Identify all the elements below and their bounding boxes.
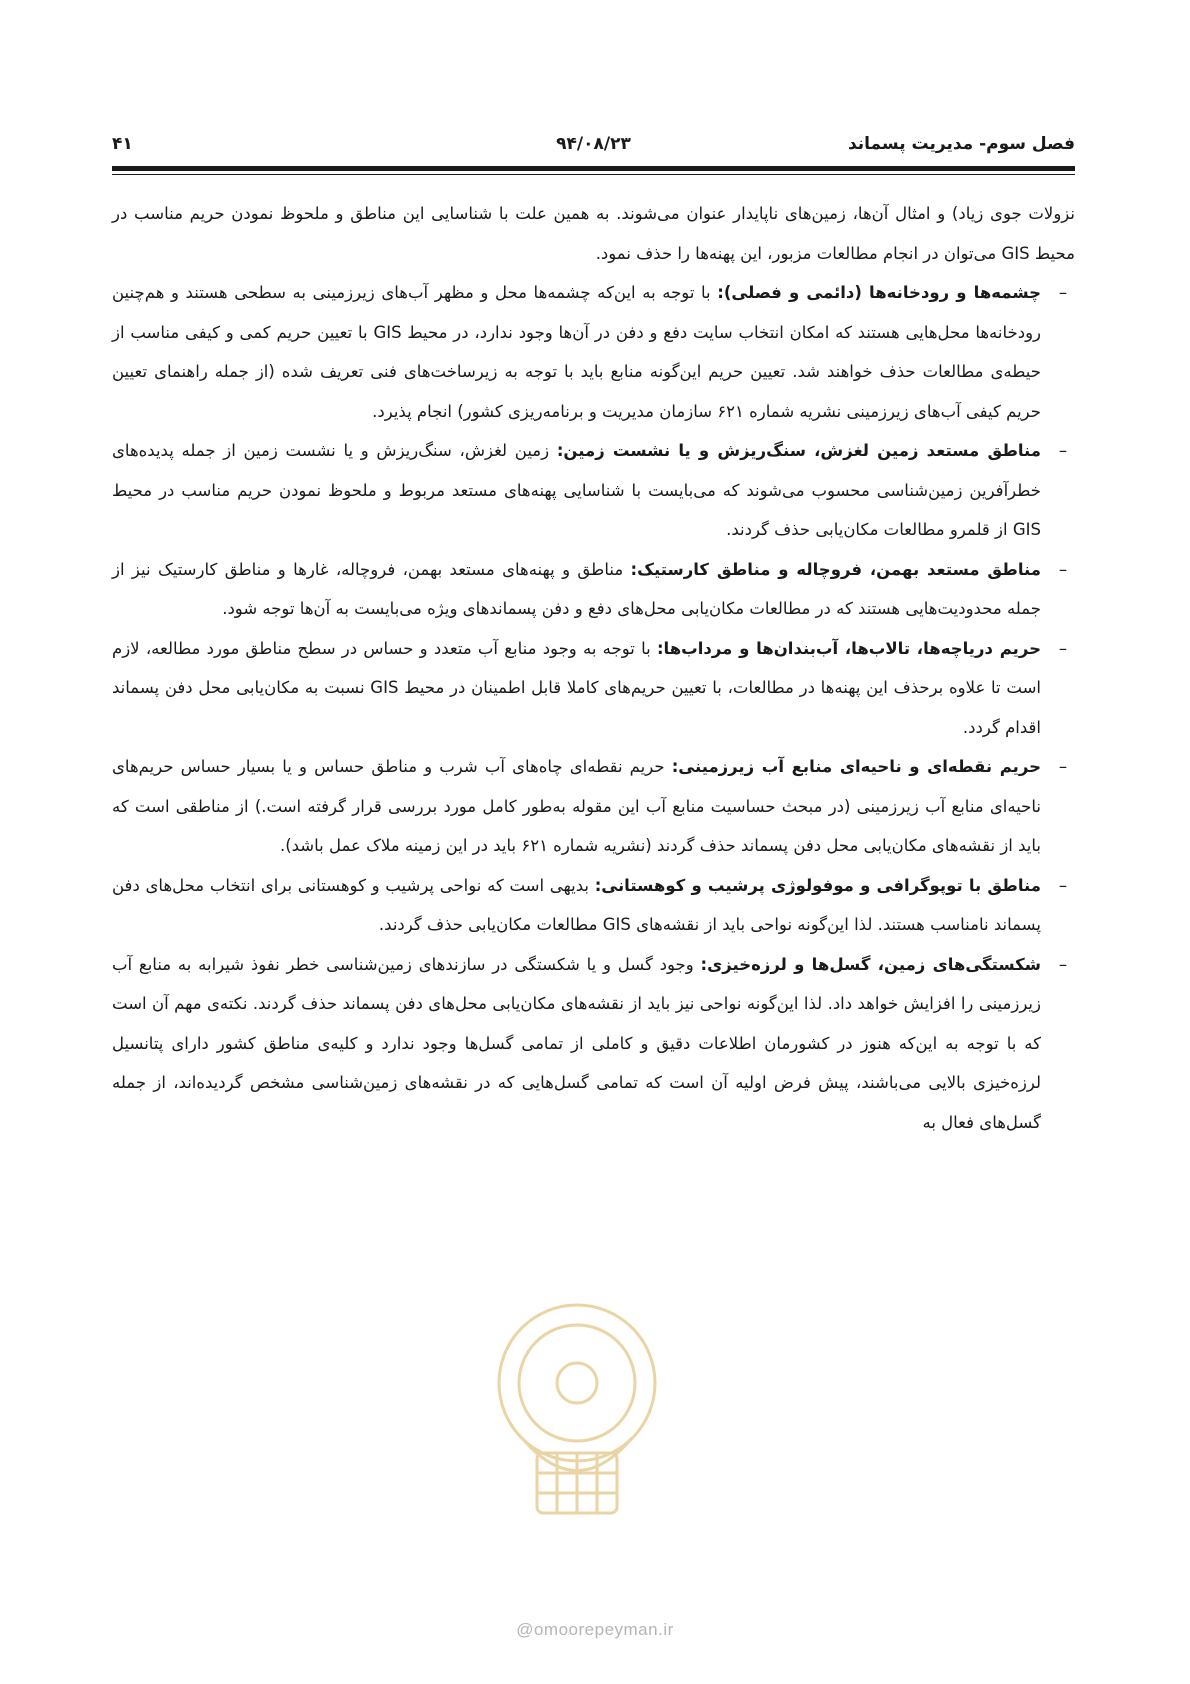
list-item	[112, 866, 1075, 945]
dash-bullet: –	[1058, 638, 1068, 658]
page-header	[112, 132, 1075, 164]
item-text: بدیهی است که نواحی پرشیب و کوهستانی برای انتخاب محل‌های دفن پسماند نامناسب هستند. لذا این‌گونه نواحی باید از نقشه‌های GIS مطالعات مکان‌یابی حذف گردند.	[112, 875, 1041, 934]
item-text: مناطق و پهنه‌های مستعد بهمن، فروچاله، غارها و مناطق کارستیک نیز از جمله محدودیت‌هایی هستند که در مطالعات مکان‌یابی محل‌های دفع و دفن پسماندهای ویژه می‌بایست به آن‌ها توجه شود.	[112, 559, 1041, 618]
list-item	[112, 431, 1075, 550]
dash-bullet: –	[1058, 559, 1068, 579]
header-date: ۹۴/۰۸/۲۳	[556, 134, 631, 154]
item-text: حریم نقطه‌ای چاه‌های آب شرب و مناطق حساس و یا بسیار حساس حریم‌های ناحیه‌ای منابع آب زیرزمینی (در مبحث حساسیت منابع آب این مقوله به‌طور کامل مورد بررسی قرار گرفته است.) از مناطقی است که باید از نقشه‌های مکان‌یابی محل دفن پسماند حذف گردند (نشریه شماره ۶۲۱ باید در این زمینه ملاک عمل باشد).	[112, 757, 1041, 855]
dash-bullet: –	[1058, 875, 1068, 895]
list-item	[112, 550, 1075, 629]
item-text: با توجه به وجود منابع آب متعدد و حساس در سطح مناطق مورد مطالعه، لازم است تا علاوه برحذف این پهنه‌ها در مطالعات، با تعیین حریم‌های کاملا قابل اطمینان در محیط GIS نسبت به مکان‌یابی محل دفن پسماند اقدام گردد.	[112, 638, 1041, 737]
watermark-seal-icon	[482, 1288, 672, 1588]
dash-bullet: –	[1058, 757, 1068, 776]
list-item	[112, 747, 1075, 866]
item-term: مناطق مستعد بهمن، فروچاله و مناطق کارستیک:	[630, 559, 1041, 579]
header-rule-thick	[112, 166, 1075, 171]
item-term: مناطق مستعد زمین لغزش، سنگ‌ریزش و یا نشست زمین:	[556, 441, 1042, 460]
item-term: چشمه‌ها و رودخانه‌ها (دائمی و فصلی):	[717, 283, 1042, 302]
item-text: وجود گسل و یا شکستگی در سازندهای زمین‌شناسی خطر نفوذ شیرابه به منابع آب زیرزمینی را افزایش خواهد داد. لذا این‌گونه نواحی نیز باید از نقشه‌های مکان‌یابی محل‌های دفن پسماند حذف گردند. نکته‌ی مهم آن است که با توجه به این‌که هنوز در کشورمان اطلاعات دقیق و کاملی از تمامی گسل‌ها وجود ندارد و کلیه‌ی مناطق کشور دارای پتانسیل لرزه‌خیزی بالایی می‌باشند، پیش فرض اولیه آن است که تمامی گسل‌هایی که در نقشه‌های زمین‌شناسی مشخص گردیده‌اند، از جمله گسل‌های فعال به	[112, 954, 1041, 1132]
list-item	[112, 629, 1075, 748]
page-number: ۴۱	[112, 134, 133, 154]
header-rule-thin	[112, 174, 1075, 175]
item-term: حریم نقطه‌ای و ناحیه‌ای منابع آب زیرزمینی:	[671, 757, 1041, 776]
watermark-text: @omoorepeyman.ir	[516, 1620, 674, 1639]
bullet-list	[112, 273, 1075, 1142]
list-item	[112, 273, 1075, 431]
item-text: با توجه به این‌که چشمه‌ها محل و مظهر آب‌های زیرزمینی به سطحی هستند و هم‌چنین رودخانه‌ها محل‌هایی هستند که امکان انتخاب سایت دفع و دفن در آن‌ها وجود ندارد، در محیط GIS با تعیین حریم کمی و کیفی مناسب از حیطه‌ی مطالعات حذف خواهند شد. تعیین حریم این‌گونه منابع باید با توجه به زیرساخت‌های فنی تعریف شده (از جمله راهنمای تعیین حریم کیفی آب‌های زیرزمینی نشریه شماره ۶۲۱ سازمان مدیریت و برنامه‌ریزی کشور) انجام پذیرد.	[112, 283, 1042, 421]
item-text: زمین لغزش، سنگ‌ریزش و یا نشست زمین از جمله پدیده‌های خطرآفرین زمین‌شناسی محسوب می‌شوند که می‌بایست با شناسایی پهنه‌های مستعد مربوط و ملحوظ نمودن حریم مناسب در محیط GIS از قلمرو مطالعات مکان‌یابی حذف گردند.	[112, 441, 1041, 539]
dash-bullet: –	[1058, 954, 1068, 974]
dash-bullet: –	[1058, 441, 1068, 460]
item-term: شکستگی‌های زمین، گسل‌ها و لرزه‌خیزی:	[700, 954, 1041, 974]
item-term: مناطق با توپوگرافی و موفولوژی پرشیب و کوهستانی:	[594, 875, 1041, 895]
dash-bullet: –	[1058, 283, 1068, 302]
intro-paragraph: نزولات جوی زیاد) و امثال آن‌ها، زمین‌های ناپایدار عنوان می‌شوند. به همین علت با شناسایی این مناطق و ملحوظ نمودن حریم مناسب در محیط GIS می‌توان در انجام مطالعات مزبور، این پهنه‌ها را حذف نمود.	[112, 204, 1075, 263]
list-item	[112, 945, 1075, 1143]
chapter-title: فصل سوم- مدیریت پسماند	[847, 134, 1075, 154]
page-body	[112, 194, 1075, 1142]
item-term: حریم دریاچه‌ها، تالاب‌ها، آب‌بندان‌ها و مرداب‌ها:	[656, 638, 1041, 658]
